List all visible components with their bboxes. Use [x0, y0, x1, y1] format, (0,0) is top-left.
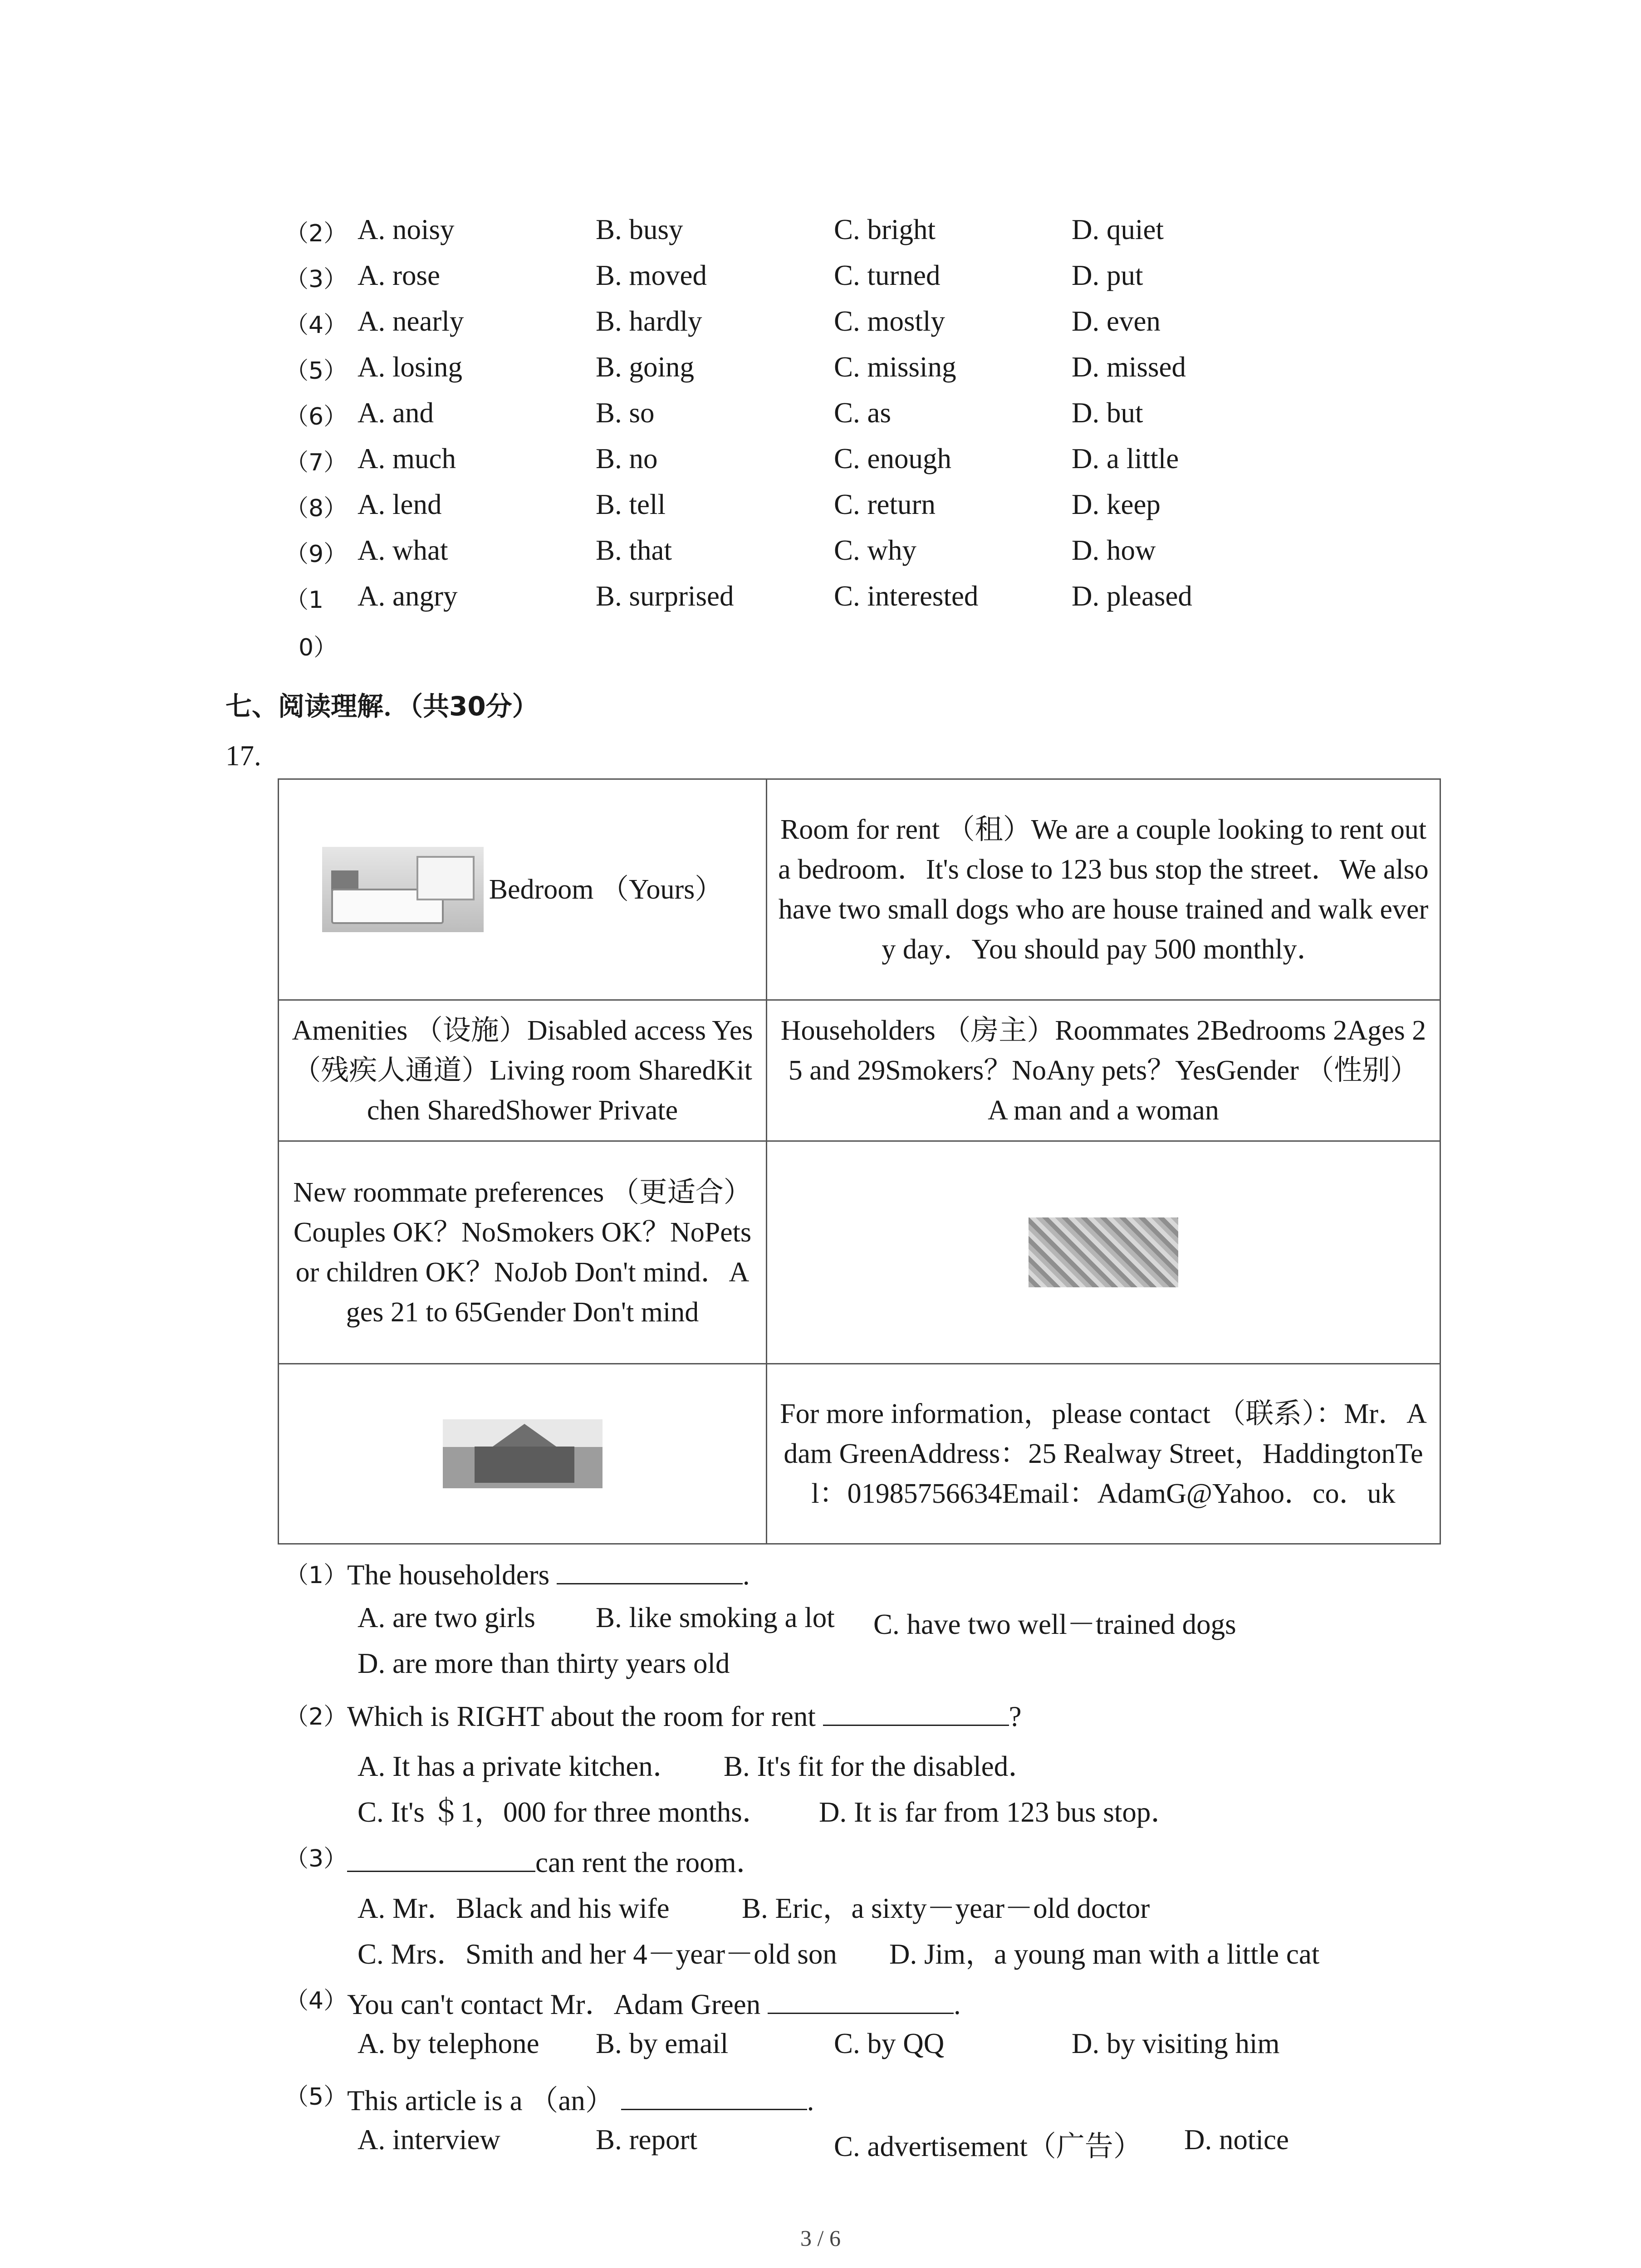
- page-number: 3 / 6: [800, 2225, 841, 2251]
- option-c: C. return: [834, 489, 936, 520]
- option-row: [0, 351, 1641, 396]
- option-row: [0, 580, 1641, 661]
- option-b: B. by email: [596, 2028, 729, 2059]
- option-d: D. by visiting him: [1072, 2028, 1280, 2059]
- option-d: D. put: [1072, 259, 1143, 291]
- question-stem: You can't contact Mr．Adam Green .: [347, 1981, 961, 2023]
- item-number: （8）: [285, 495, 348, 522]
- item-number: （2）: [285, 220, 348, 247]
- option-d: D. keep: [1072, 489, 1161, 520]
- city-image-cell: [767, 1142, 1440, 1363]
- question-number: 17.: [225, 740, 261, 772]
- section-heading: 七、阅读理解．（共30分）: [225, 691, 539, 722]
- option-d: D. how: [1072, 534, 1156, 566]
- table-row: [279, 1140, 1440, 1363]
- option-row: [0, 396, 1641, 442]
- item-number-line1: （1: [285, 587, 324, 614]
- option-c: C. turned: [834, 259, 941, 291]
- house-image-cell: [279, 1364, 767, 1543]
- option-b: B. surprised: [596, 580, 734, 612]
- item-number: （3）: [285, 266, 348, 293]
- item-number: （6）: [285, 403, 348, 430]
- question-number: （1）: [285, 1562, 348, 1589]
- option-row: [0, 534, 1641, 579]
- bedroom-label: Bedroom （Yours）: [489, 874, 723, 905]
- option-c: C. why: [834, 534, 917, 566]
- question-number: （4）: [285, 1987, 348, 2014]
- house-image: [443, 1419, 603, 1488]
- option-a: A. nearly: [358, 305, 464, 337]
- contact-cell: For more information，please contact （联系）：Mr．Adam GreenAddress：25 Realway Street，HaddingtonTel：01985756634Email：AdamG@Yahoo．co．uk: [780, 1398, 1427, 1509]
- option-c: C. have two well－trained dogs: [873, 1608, 1236, 1640]
- option-row: [0, 442, 1641, 488]
- option-b: B. It's fit for the disabled．: [724, 1750, 1037, 1782]
- option-b: B. busy: [596, 214, 683, 245]
- option-a: A. by telephone: [358, 2028, 539, 2059]
- item-number: [285, 581, 337, 662]
- question-stem: can rent the room．: [347, 1839, 765, 1881]
- table-row: [279, 780, 1440, 999]
- preferences-cell: New roommate preferences （更适合）Couples OK？NoSmokers OK？NoPets or children OK？NoJob Don't mind．Ages 21 to 65Gender Don't mind: [279, 1142, 767, 1363]
- option-d: D. Jim，a young man with a little cat: [889, 1938, 1320, 1970]
- item-number-line2: 0）: [299, 634, 338, 661]
- option-c: C. Mrs．Smith and her 4－year－old son: [358, 1938, 837, 1970]
- option-b: B. no: [596, 443, 658, 474]
- option-d: D. are more than thirty years old: [358, 1647, 730, 1679]
- option-c: C. interested: [834, 580, 979, 612]
- householders-cell: Householders （房主）Roommates 2Bedrooms 2Ages 25 and 29Smokers？NoAny pets？YesGender （性别） A man and a woman: [780, 1015, 1426, 1126]
- item-number: （7）: [285, 449, 348, 476]
- table-row: [279, 1363, 1440, 1543]
- option-a: A. rose: [358, 259, 440, 291]
- option-d: D. missed: [1072, 351, 1186, 383]
- question-stem: The householders .: [347, 1556, 750, 1592]
- bedroom-cell: [279, 780, 767, 999]
- item-number: （4）: [285, 312, 348, 339]
- bedroom-image: [322, 847, 484, 932]
- answer-blank[interactable]: [557, 1556, 743, 1584]
- question-stem: This article is a （an） .: [347, 2077, 814, 2119]
- option-c: C. mostly: [834, 305, 945, 337]
- option-row: [0, 305, 1641, 350]
- option-c: C. enough: [834, 443, 951, 474]
- answer-blank[interactable]: [621, 2082, 807, 2110]
- option-c: C. bright: [834, 214, 936, 245]
- item-number: （5）: [285, 357, 348, 385]
- option-row: [0, 259, 1641, 304]
- option-d: D. It is far from 123 bus stop．: [819, 1796, 1180, 1828]
- option-a: A. and: [358, 397, 434, 429]
- option-b: B. tell: [596, 489, 666, 520]
- option-d: D. quiet: [1072, 214, 1164, 245]
- answer-blank[interactable]: [823, 1697, 1009, 1726]
- option-a: A. are two girls: [358, 1602, 535, 1633]
- option-b: B. like smoking a lot: [596, 1602, 835, 1633]
- option-a: A. interview: [358, 2124, 500, 2156]
- answer-blank[interactable]: [768, 1985, 954, 2014]
- question-number: （5）: [285, 2083, 348, 2111]
- option-c: C. by QQ: [834, 2028, 945, 2059]
- option-d: D. notice: [1184, 2124, 1289, 2156]
- option-d: D. even: [1072, 305, 1161, 337]
- option-b: B. that: [596, 534, 672, 566]
- option-a: A. much: [358, 443, 456, 474]
- item-number: （9）: [285, 541, 348, 568]
- option-c: C. missing: [834, 351, 956, 383]
- option-d: D. but: [1072, 397, 1143, 429]
- option-d: D. pleased: [1072, 580, 1192, 612]
- option-b: B. hardly: [596, 305, 702, 337]
- option-a: A. lend: [358, 489, 442, 520]
- option-c: C. as: [834, 397, 891, 429]
- room-for-rent-cell: Room for rent （租）We are a couple looking to rent out a bedroom．It's close to 123 bus stop the street．We also have two small dogs who are house trained and walk every day．You should pay 500 monthly．: [778, 814, 1429, 965]
- option-a: A. It has a private kitchen．: [358, 1750, 681, 1782]
- option-b: B. going: [596, 351, 695, 383]
- question-stem: Which is RIGHT about the room for rent ?: [347, 1697, 1022, 1733]
- option-a: A. losing: [358, 351, 463, 383]
- amenities-cell: Amenities （设施）Disabled access Yes（残疾人通道）Living room SharedKitchen SharedShower Private: [279, 1001, 767, 1140]
- option-c: C. advertisement（广告）: [834, 2131, 1142, 2162]
- question-number: （3）: [285, 1845, 348, 1872]
- option-c: C. It's ＄1，000 for three months．: [358, 1796, 771, 1828]
- option-a: A. noisy: [358, 214, 455, 245]
- option-d: D. a little: [1072, 443, 1179, 474]
- option-a: A. what: [358, 534, 448, 566]
- question-number: （2）: [285, 1703, 348, 1730]
- rental-ad-table: [278, 778, 1441, 1545]
- option-row: [0, 213, 1641, 259]
- table-row: [279, 999, 1440, 1140]
- city-image: [1029, 1217, 1178, 1287]
- option-a: A. angry: [358, 580, 458, 612]
- option-a: A. Mr．Black and his wife: [358, 1892, 670, 1924]
- option-b: B. report: [596, 2124, 697, 2156]
- answer-blank[interactable]: [347, 1843, 535, 1872]
- option-b: B. moved: [596, 259, 707, 291]
- option-b: B. so: [596, 397, 655, 429]
- option-b: B. Eric，a sixty－year－old doctor: [742, 1892, 1150, 1924]
- option-row: [0, 488, 1641, 533]
